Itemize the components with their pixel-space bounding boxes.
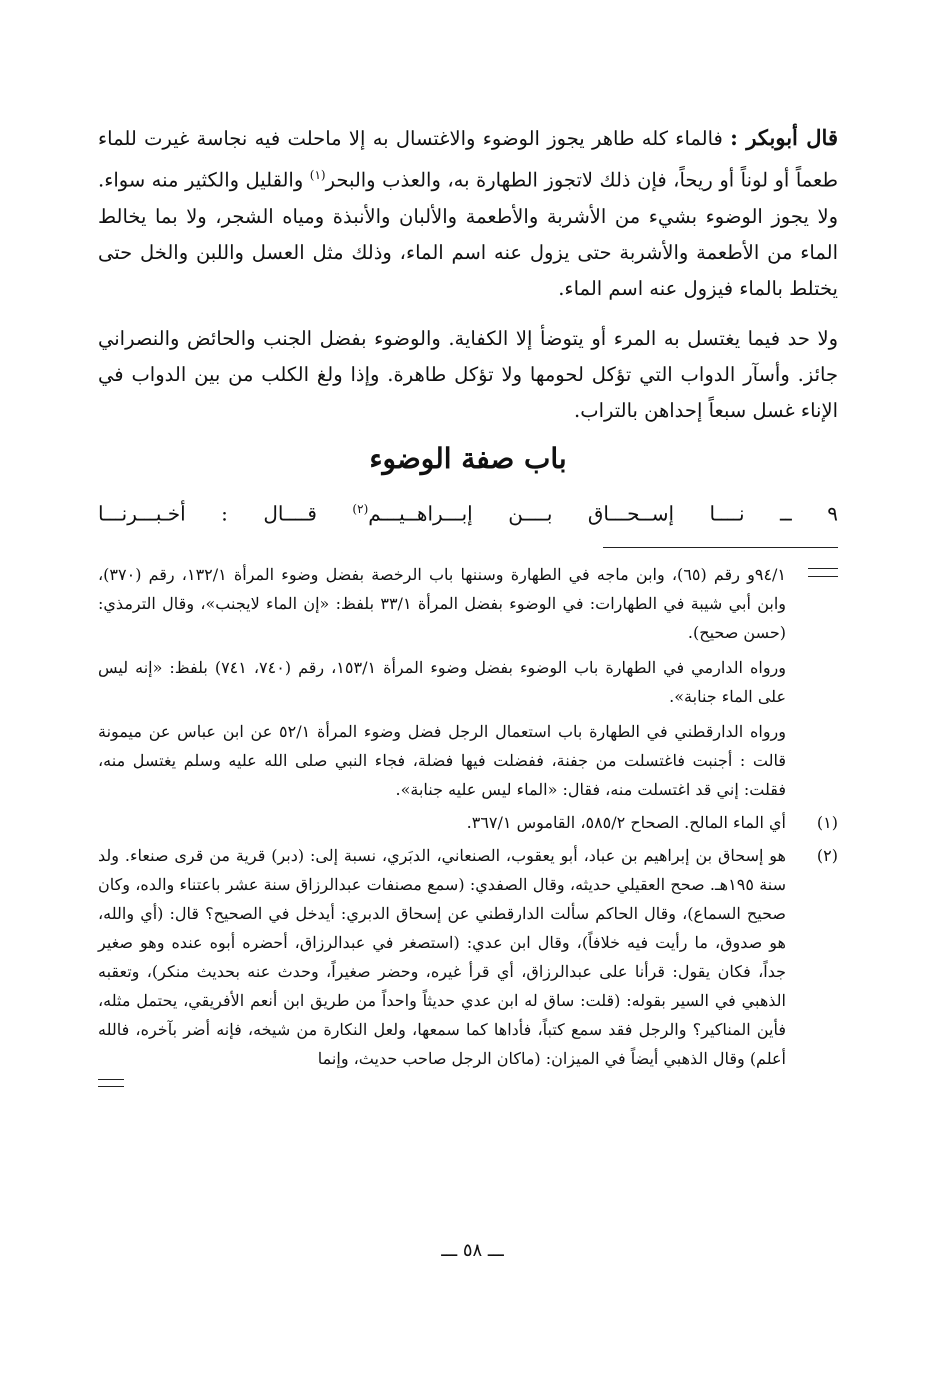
paragraph-1 bbox=[98, 120, 838, 307]
footnote-number: (١) bbox=[816, 813, 838, 833]
paragraph-lead: قال أبوبكر : bbox=[730, 125, 838, 150]
hadith-chain-text-b: قــــال : أخـبـــرنـــا bbox=[98, 501, 353, 526]
hadith-chain-text-a: ٩ ــ نــــا إســحـــاق بــــن إبـــراهــيـــم bbox=[368, 501, 838, 526]
footnote-number: (٢) bbox=[816, 846, 838, 866]
footnote-2 bbox=[98, 841, 838, 1073]
footnote-continuation bbox=[98, 560, 838, 804]
footnote-separator bbox=[603, 547, 838, 548]
footnote-ref-2: (٢) bbox=[352, 501, 369, 516]
footnotes bbox=[98, 560, 838, 1087]
footnote-continuation-para: ورواه الدارقطني في الطهارة باب استعمال الرجل فضل وضوء المرأة ٥٢/١ عن ابن عباس عن ميمونة قالت : أجنبت فاغتسلت من جفنة، ففضلت فيها فضلة، فجاء النبي صلى الله عليه وسلم يغتسل منه، فقلت: إني قد اغتسلت منه، فقال: «الماء ليس عليه جنابة». bbox=[98, 722, 787, 800]
footnote-text: هو إسحاق بن إبراهيم بن عباد، أبو يعقوب، الصنعاني، الدبَري، نسبة إلى: (دبر) قرية من قرى صنعاء. ولد سنة ١٩٥هـ. صحح العقيلي حديثه، وقال الصفدي: (سمع مصنفات عبدالرزاق سنة عشر باعتناء والده، وكان صحيح السماع)، وقال الحاكم سألت الدارقطني عن إسحاق الدبري: أيدخل في الصحيح؟ قال: (أي والله، هو صدوق، ما رأيت فيه خلافاً)، وقال ابن عدي: (استصغر في عبدالرزاق، أحضره أبوه عنده وهو صغير جداً، فكان يقول: قرأنا على عبدالرزاق، أي قرأ غيره، وحضر صغيراً، وحدث عنه بحديث منكر)، وتعقبه الذهبي في السير بقوله: (قلت: ساق له ابن عدي حديثاً واحداً من طريق ابن أنعم الأفريقي، يحتمل مثله، فأين المناكير؟ والرجل فقد سمع كتباً، فأداها كما سمعها، ولعل النكارة من شيخه، فإنه أضر بآخره، فالله أعلم) وقال الذهبي أيضاً في الميزان: (ماكان الرجل صاحب حديث، وإنما bbox=[98, 846, 787, 1069]
footnote-continuation-para: ٩٤/١و رقم (٦٥)، وابن ماجه في الطهارة وسننها باب الرخصة بفضل وضوء المرأة ١٣٢/١، رقم (٣٧٠)، وابن أبي شيبة في الطهارات: في الوضوء بفضل المرأة ٣٣/١ بلفظ: «إن الماء لايجنب»، وقال الترمذي: (حسن صحيح). bbox=[98, 565, 787, 643]
paragraph-2: ولا حد فيما يغتسل به المرء أو يتوضأ إلا الكفاية. والوضوء بفضل الجنب والحائض والنصراني جائز. وأسآر الدواب التي تؤكل لحومها ولا تؤكل طاهرة. وإذا ولغ الكلب من بين الدواب في الإناء غسل سبعاً إحداهن بالتراب. bbox=[98, 326, 838, 422]
footnote-ref-1: (١) bbox=[309, 168, 326, 182]
page-body bbox=[98, 120, 838, 1087]
hadith-chain bbox=[98, 491, 838, 532]
footnote-continuation-para: ورواه الدارمي في الطهارة باب الوضوء بفضل وضوء المرأة ١٥٣/١، رقم (٧٤٠، ٧٤١) بلفظ: «إنه ليس على الماء جنابة». bbox=[98, 658, 787, 707]
continues-mark bbox=[98, 1079, 124, 1087]
chapter-heading: باب صفة الوضوء bbox=[369, 441, 567, 475]
paragraph-1-text-a: فالماء كله طاهر يجوز الوضوء والاغتسال به إلا ماحلت فيه نجاسة غيرت للماء طعماً أو لوناً أو ريحاً، فإن ذلك لاتجوز الطهارة به، والعذب والبحر bbox=[98, 127, 838, 192]
footnote-text: أي الماء المالح. الصحاح ٥٨٥/٢، القاموس ٣٦٧/١. bbox=[466, 813, 786, 833]
continuation-mark bbox=[808, 568, 838, 577]
page-number: ـــ ٥٨ ـــ bbox=[441, 1240, 504, 1261]
paragraph-1-text-b: والقليل والكثير منه سواء. ولا يجوز الوضوء بشيء من الأشربة والأطعمة والألبان والأنبذة ومياه الشجر، ولا بما يخالط الماء من الأطعمة والأشربة حتى يزول عنه اسم الماء، وذلك مثل العسل واللبن والخل حتى يختلط بالماء فيزول عنه اسم الماء. bbox=[98, 168, 838, 300]
footnote-1 bbox=[98, 808, 838, 837]
